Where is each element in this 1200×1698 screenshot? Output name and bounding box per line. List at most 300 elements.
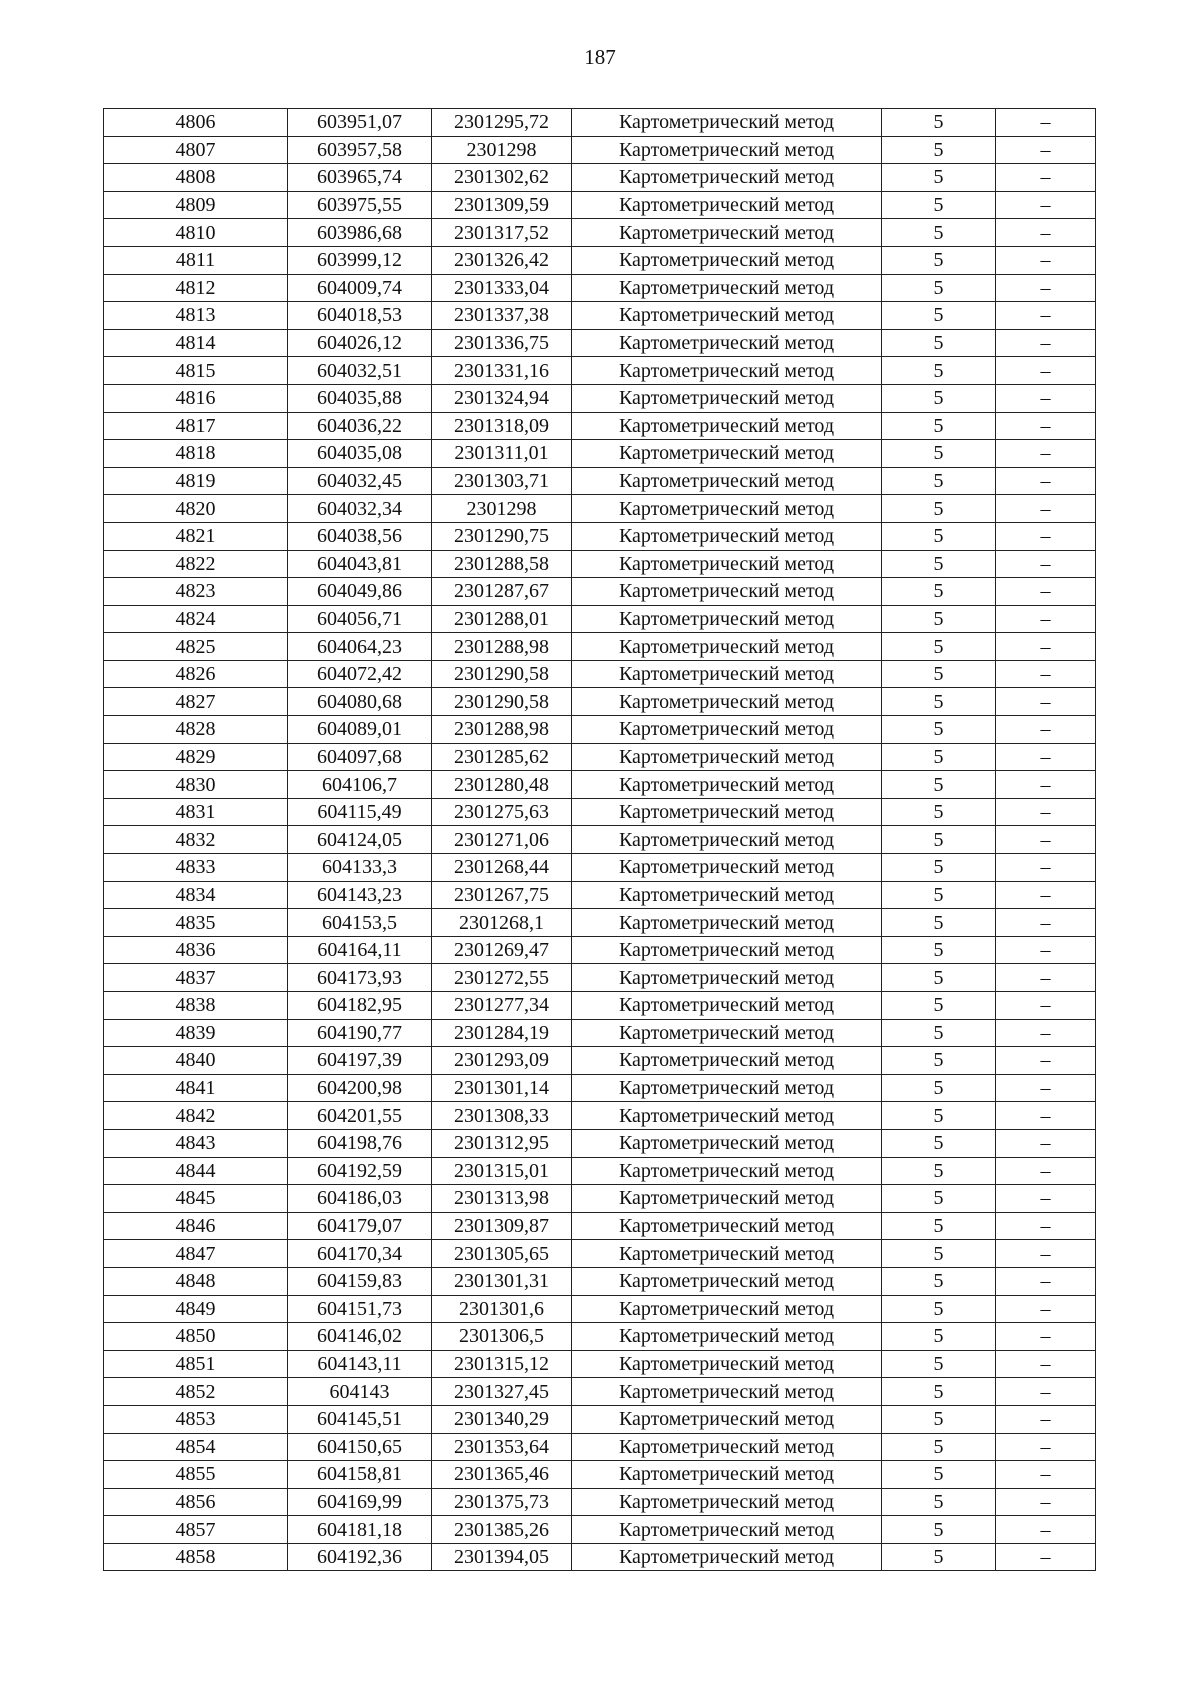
y-coordinate-cell: 2301326,42 [432, 246, 572, 274]
description-cell: – [996, 1543, 1096, 1571]
method-cell: Картометрический метод [572, 605, 882, 633]
point-number-cell: 4838 [104, 992, 288, 1020]
description-cell: – [996, 384, 1096, 412]
description-cell: – [996, 1074, 1096, 1102]
x-coordinate-cell: 604145,51 [288, 1405, 432, 1433]
description-cell: – [996, 964, 1096, 992]
table-row [104, 550, 1096, 578]
table-row [104, 164, 1096, 192]
table-row [104, 716, 1096, 744]
y-coordinate-cell: 2301293,09 [432, 1047, 572, 1075]
y-coordinate-cell: 2301318,09 [432, 412, 572, 440]
method-cell: Картометрический метод [572, 1461, 882, 1489]
point-number-cell: 4846 [104, 1212, 288, 1240]
description-cell: – [996, 412, 1096, 440]
description-cell: – [996, 191, 1096, 219]
x-coordinate-cell: 604181,18 [288, 1516, 432, 1544]
accuracy-cell: 5 [882, 412, 996, 440]
x-coordinate-cell: 603975,55 [288, 191, 432, 219]
accuracy-cell: 5 [882, 1516, 996, 1544]
y-coordinate-cell: 2301312,95 [432, 1129, 572, 1157]
x-coordinate-cell: 604043,81 [288, 550, 432, 578]
description-cell: – [996, 302, 1096, 330]
method-cell: Картометрический метод [572, 909, 882, 937]
description-cell: – [996, 716, 1096, 744]
description-cell: – [996, 550, 1096, 578]
description-cell: – [996, 1405, 1096, 1433]
accuracy-cell: 5 [882, 219, 996, 247]
accuracy-cell: 5 [882, 136, 996, 164]
point-number-cell: 4856 [104, 1488, 288, 1516]
x-coordinate-cell: 604192,59 [288, 1157, 432, 1185]
y-coordinate-cell: 2301290,58 [432, 660, 572, 688]
accuracy-cell: 5 [882, 109, 996, 137]
point-number-cell: 4828 [104, 716, 288, 744]
description-cell: – [996, 136, 1096, 164]
point-number-cell: 4843 [104, 1129, 288, 1157]
y-coordinate-cell: 2301315,01 [432, 1157, 572, 1185]
method-cell: Картометрический метод [572, 771, 882, 799]
method-cell: Картометрический метод [572, 660, 882, 688]
table-row [104, 1267, 1096, 1295]
method-cell: Картометрический метод [572, 384, 882, 412]
method-cell: Картометрический метод [572, 219, 882, 247]
y-coordinate-cell: 2301309,87 [432, 1212, 572, 1240]
description-cell: – [996, 1019, 1096, 1047]
method-cell: Картометрический метод [572, 550, 882, 578]
description-cell: – [996, 1295, 1096, 1323]
x-coordinate-cell: 604197,39 [288, 1047, 432, 1075]
method-cell: Картометрический метод [572, 964, 882, 992]
y-coordinate-cell: 2301394,05 [432, 1543, 572, 1571]
y-coordinate-cell: 2301336,75 [432, 329, 572, 357]
y-coordinate-cell: 2301288,98 [432, 633, 572, 661]
method-cell: Картометрический метод [572, 1488, 882, 1516]
point-number-cell: 4839 [104, 1019, 288, 1047]
point-number-cell: 4817 [104, 412, 288, 440]
accuracy-cell: 5 [882, 164, 996, 192]
method-cell: Картометрический метод [572, 743, 882, 771]
table-row [104, 1461, 1096, 1489]
coordinates-table [103, 108, 1096, 1571]
point-number-cell: 4851 [104, 1350, 288, 1378]
description-cell: – [996, 1212, 1096, 1240]
accuracy-cell: 5 [882, 1295, 996, 1323]
point-number-cell: 4807 [104, 136, 288, 164]
accuracy-cell: 5 [882, 440, 996, 468]
accuracy-cell: 5 [882, 467, 996, 495]
table-row [104, 191, 1096, 219]
point-number-cell: 4853 [104, 1405, 288, 1433]
method-cell: Картометрический метод [572, 440, 882, 468]
description-cell: – [996, 771, 1096, 799]
y-coordinate-cell: 2301340,29 [432, 1405, 572, 1433]
point-number-cell: 4847 [104, 1240, 288, 1268]
x-coordinate-cell: 604035,08 [288, 440, 432, 468]
description-cell: – [996, 660, 1096, 688]
table-row [104, 964, 1096, 992]
point-number-cell: 4818 [104, 440, 288, 468]
accuracy-cell: 5 [882, 1212, 996, 1240]
accuracy-cell: 5 [882, 1157, 996, 1185]
y-coordinate-cell: 2301385,26 [432, 1516, 572, 1544]
table-row [104, 826, 1096, 854]
x-coordinate-cell: 604124,05 [288, 826, 432, 854]
method-cell: Картометрический метод [572, 302, 882, 330]
point-number-cell: 4852 [104, 1378, 288, 1406]
point-number-cell: 4813 [104, 302, 288, 330]
x-coordinate-cell: 604158,81 [288, 1461, 432, 1489]
accuracy-cell: 5 [882, 522, 996, 550]
table-row [104, 881, 1096, 909]
x-coordinate-cell: 604146,02 [288, 1323, 432, 1351]
y-coordinate-cell: 2301311,01 [432, 440, 572, 468]
method-cell: Картометрический метод [572, 1047, 882, 1075]
point-number-cell: 4837 [104, 964, 288, 992]
description-cell: – [996, 1378, 1096, 1406]
table-row [104, 936, 1096, 964]
y-coordinate-cell: 2301317,52 [432, 219, 572, 247]
x-coordinate-cell: 604018,53 [288, 302, 432, 330]
accuracy-cell: 5 [882, 1129, 996, 1157]
table-row [104, 660, 1096, 688]
y-coordinate-cell: 2301309,59 [432, 191, 572, 219]
method-cell: Картометрический метод [572, 936, 882, 964]
x-coordinate-cell: 604038,56 [288, 522, 432, 550]
x-coordinate-cell: 604143,11 [288, 1350, 432, 1378]
x-coordinate-cell: 604072,42 [288, 660, 432, 688]
method-cell: Картометрический метод [572, 357, 882, 385]
x-coordinate-cell: 604032,51 [288, 357, 432, 385]
accuracy-cell: 5 [882, 1323, 996, 1351]
description-cell: – [996, 357, 1096, 385]
accuracy-cell: 5 [882, 1378, 996, 1406]
y-coordinate-cell: 2301288,58 [432, 550, 572, 578]
table-row [104, 1543, 1096, 1571]
accuracy-cell: 5 [882, 743, 996, 771]
method-cell: Картометрический метод [572, 495, 882, 523]
method-cell: Картометрический метод [572, 798, 882, 826]
table-row [104, 1488, 1096, 1516]
table-row [104, 1405, 1096, 1433]
point-number-cell: 4840 [104, 1047, 288, 1075]
point-number-cell: 4810 [104, 219, 288, 247]
table-row [104, 771, 1096, 799]
x-coordinate-cell: 604153,5 [288, 909, 432, 937]
table-row [104, 1350, 1096, 1378]
y-coordinate-cell: 2301272,55 [432, 964, 572, 992]
accuracy-cell: 5 [882, 357, 996, 385]
accuracy-cell: 5 [882, 329, 996, 357]
accuracy-cell: 5 [882, 1047, 996, 1075]
method-cell: Картометрический метод [572, 1295, 882, 1323]
x-coordinate-cell: 604179,07 [288, 1212, 432, 1240]
description-cell: – [996, 881, 1096, 909]
table-row [104, 854, 1096, 882]
y-coordinate-cell: 2301275,63 [432, 798, 572, 826]
description-cell: – [996, 798, 1096, 826]
table-row [104, 136, 1096, 164]
accuracy-cell: 5 [882, 660, 996, 688]
x-coordinate-cell: 604064,23 [288, 633, 432, 661]
y-coordinate-cell: 2301327,45 [432, 1378, 572, 1406]
y-coordinate-cell: 2301287,67 [432, 578, 572, 606]
x-coordinate-cell: 604190,77 [288, 1019, 432, 1047]
point-number-cell: 4850 [104, 1323, 288, 1351]
description-cell: – [996, 633, 1096, 661]
method-cell: Картометрический метод [572, 1157, 882, 1185]
x-coordinate-cell: 604036,22 [288, 412, 432, 440]
table-row [104, 688, 1096, 716]
x-coordinate-cell: 604032,34 [288, 495, 432, 523]
point-number-cell: 4858 [104, 1543, 288, 1571]
method-cell: Картометрический метод [572, 1378, 882, 1406]
accuracy-cell: 5 [882, 605, 996, 633]
accuracy-cell: 5 [882, 964, 996, 992]
description-cell: – [996, 109, 1096, 137]
x-coordinate-cell: 604106,7 [288, 771, 432, 799]
point-number-cell: 4821 [104, 522, 288, 550]
method-cell: Картометрический метод [572, 164, 882, 192]
description-cell: – [996, 495, 1096, 523]
description-cell: – [996, 826, 1096, 854]
point-number-cell: 4835 [104, 909, 288, 937]
y-coordinate-cell: 2301277,34 [432, 992, 572, 1020]
method-cell: Картометрический метод [572, 1185, 882, 1213]
description-cell: – [996, 164, 1096, 192]
y-coordinate-cell: 2301267,75 [432, 881, 572, 909]
point-number-cell: 4849 [104, 1295, 288, 1323]
table-row [104, 495, 1096, 523]
table-row [104, 412, 1096, 440]
y-coordinate-cell: 2301280,48 [432, 771, 572, 799]
description-cell: – [996, 440, 1096, 468]
method-cell: Картометрический метод [572, 881, 882, 909]
x-coordinate-cell: 604150,65 [288, 1433, 432, 1461]
y-coordinate-cell: 2301290,58 [432, 688, 572, 716]
method-cell: Картометрический метод [572, 854, 882, 882]
method-cell: Картометрический метод [572, 1516, 882, 1544]
table-row [104, 1019, 1096, 1047]
description-cell: – [996, 1240, 1096, 1268]
y-coordinate-cell: 2301365,46 [432, 1461, 572, 1489]
accuracy-cell: 5 [882, 1405, 996, 1433]
page-number: 187 [584, 45, 616, 69]
point-number-cell: 4808 [104, 164, 288, 192]
y-coordinate-cell: 2301268,44 [432, 854, 572, 882]
method-cell: Картометрический метод [572, 329, 882, 357]
point-number-cell: 4816 [104, 384, 288, 412]
accuracy-cell: 5 [882, 881, 996, 909]
y-coordinate-cell: 2301288,01 [432, 605, 572, 633]
y-coordinate-cell: 2301269,47 [432, 936, 572, 964]
method-cell: Картометрический метод [572, 191, 882, 219]
point-number-cell: 4834 [104, 881, 288, 909]
accuracy-cell: 5 [882, 578, 996, 606]
x-coordinate-cell: 604143 [288, 1378, 432, 1406]
table-row [104, 1074, 1096, 1102]
method-cell: Картометрический метод [572, 467, 882, 495]
accuracy-cell: 5 [882, 854, 996, 882]
x-coordinate-cell: 604200,98 [288, 1074, 432, 1102]
accuracy-cell: 5 [882, 1102, 996, 1130]
x-coordinate-cell: 604032,45 [288, 467, 432, 495]
point-number-cell: 4825 [104, 633, 288, 661]
y-coordinate-cell: 2301284,19 [432, 1019, 572, 1047]
accuracy-cell: 5 [882, 495, 996, 523]
table-row [104, 1240, 1096, 1268]
y-coordinate-cell: 2301313,98 [432, 1185, 572, 1213]
table-row [104, 1129, 1096, 1157]
x-coordinate-cell: 604170,34 [288, 1240, 432, 1268]
point-number-cell: 4832 [104, 826, 288, 854]
description-cell: – [996, 1488, 1096, 1516]
x-coordinate-cell: 604198,76 [288, 1129, 432, 1157]
point-number-cell: 4842 [104, 1102, 288, 1130]
method-cell: Картометрический метод [572, 109, 882, 137]
point-number-cell: 4836 [104, 936, 288, 964]
accuracy-cell: 5 [882, 716, 996, 744]
method-cell: Картометрический метод [572, 1323, 882, 1351]
point-number-cell: 4823 [104, 578, 288, 606]
table-row [104, 522, 1096, 550]
method-cell: Картометрический метод [572, 1212, 882, 1240]
accuracy-cell: 5 [882, 274, 996, 302]
y-coordinate-cell: 2301298 [432, 495, 572, 523]
point-number-cell: 4812 [104, 274, 288, 302]
method-cell: Картометрический метод [572, 1433, 882, 1461]
point-number-cell: 4857 [104, 1516, 288, 1544]
table-row [104, 384, 1096, 412]
accuracy-cell: 5 [882, 1019, 996, 1047]
y-coordinate-cell: 2301303,71 [432, 467, 572, 495]
table-row [104, 467, 1096, 495]
description-cell: – [996, 1350, 1096, 1378]
table-row [104, 633, 1096, 661]
method-cell: Картометрический метод [572, 578, 882, 606]
description-cell: – [996, 1516, 1096, 1544]
x-coordinate-cell: 604026,12 [288, 329, 432, 357]
table-row [104, 798, 1096, 826]
accuracy-cell: 5 [882, 550, 996, 578]
point-number-cell: 4822 [104, 550, 288, 578]
method-cell: Картометрический метод [572, 1267, 882, 1295]
x-coordinate-cell: 604009,74 [288, 274, 432, 302]
description-cell: – [996, 688, 1096, 716]
accuracy-cell: 5 [882, 1185, 996, 1213]
x-coordinate-cell: 604201,55 [288, 1102, 432, 1130]
accuracy-cell: 5 [882, 302, 996, 330]
x-coordinate-cell: 604115,49 [288, 798, 432, 826]
y-coordinate-cell: 2301315,12 [432, 1350, 572, 1378]
method-cell: Картометрический метод [572, 1350, 882, 1378]
table-row [104, 578, 1096, 606]
table-row [104, 109, 1096, 137]
table-row [104, 1157, 1096, 1185]
point-number-cell: 4854 [104, 1433, 288, 1461]
accuracy-cell: 5 [882, 909, 996, 937]
y-coordinate-cell: 2301268,1 [432, 909, 572, 937]
accuracy-cell: 5 [882, 1461, 996, 1489]
description-cell: – [996, 246, 1096, 274]
table-row [104, 329, 1096, 357]
y-coordinate-cell: 2301271,06 [432, 826, 572, 854]
table-row [104, 909, 1096, 937]
description-cell: – [996, 743, 1096, 771]
x-coordinate-cell: 604186,03 [288, 1185, 432, 1213]
method-cell: Картометрический метод [572, 633, 882, 661]
point-number-cell: 4855 [104, 1461, 288, 1489]
point-number-cell: 4806 [104, 109, 288, 137]
method-cell: Картометрический метод [572, 412, 882, 440]
table-row [104, 302, 1096, 330]
point-number-cell: 4815 [104, 357, 288, 385]
accuracy-cell: 5 [882, 826, 996, 854]
table-row [104, 743, 1096, 771]
y-coordinate-cell: 2301337,38 [432, 302, 572, 330]
y-coordinate-cell: 2301285,62 [432, 743, 572, 771]
y-coordinate-cell: 2301295,72 [432, 109, 572, 137]
y-coordinate-cell: 2301333,04 [432, 274, 572, 302]
table-row [104, 1185, 1096, 1213]
point-number-cell: 4811 [104, 246, 288, 274]
x-coordinate-cell: 604089,01 [288, 716, 432, 744]
method-cell: Картометрический метод [572, 274, 882, 302]
accuracy-cell: 5 [882, 936, 996, 964]
x-coordinate-cell: 603957,58 [288, 136, 432, 164]
accuracy-cell: 5 [882, 688, 996, 716]
point-number-cell: 4814 [104, 329, 288, 357]
accuracy-cell: 5 [882, 1488, 996, 1516]
point-number-cell: 4829 [104, 743, 288, 771]
method-cell: Картометрический метод [572, 1102, 882, 1130]
x-coordinate-cell: 604182,95 [288, 992, 432, 1020]
description-cell: – [996, 1129, 1096, 1157]
table-row [104, 1102, 1096, 1130]
point-number-cell: 4831 [104, 798, 288, 826]
x-coordinate-cell: 604143,23 [288, 881, 432, 909]
table-row [104, 1433, 1096, 1461]
description-cell: – [996, 1461, 1096, 1489]
table-row [104, 1516, 1096, 1544]
method-cell: Картометрический метод [572, 1019, 882, 1047]
accuracy-cell: 5 [882, 1350, 996, 1378]
description-cell: – [996, 1267, 1096, 1295]
accuracy-cell: 5 [882, 633, 996, 661]
point-number-cell: 4833 [104, 854, 288, 882]
point-number-cell: 4826 [104, 660, 288, 688]
description-cell: – [996, 1185, 1096, 1213]
method-cell: Картометрический метод [572, 1074, 882, 1102]
accuracy-cell: 5 [882, 384, 996, 412]
y-coordinate-cell: 2301308,33 [432, 1102, 572, 1130]
table-row [104, 605, 1096, 633]
x-coordinate-cell: 604173,93 [288, 964, 432, 992]
description-cell: – [996, 605, 1096, 633]
x-coordinate-cell: 604056,71 [288, 605, 432, 633]
description-cell: – [996, 219, 1096, 247]
description-cell: – [996, 1102, 1096, 1130]
x-coordinate-cell: 604133,3 [288, 854, 432, 882]
point-number-cell: 4827 [104, 688, 288, 716]
point-number-cell: 4848 [104, 1267, 288, 1295]
accuracy-cell: 5 [882, 1433, 996, 1461]
method-cell: Картометрический метод [572, 1405, 882, 1433]
x-coordinate-cell: 603986,68 [288, 219, 432, 247]
x-coordinate-cell: 603965,74 [288, 164, 432, 192]
y-coordinate-cell: 2301305,65 [432, 1240, 572, 1268]
method-cell: Картометрический метод [572, 688, 882, 716]
